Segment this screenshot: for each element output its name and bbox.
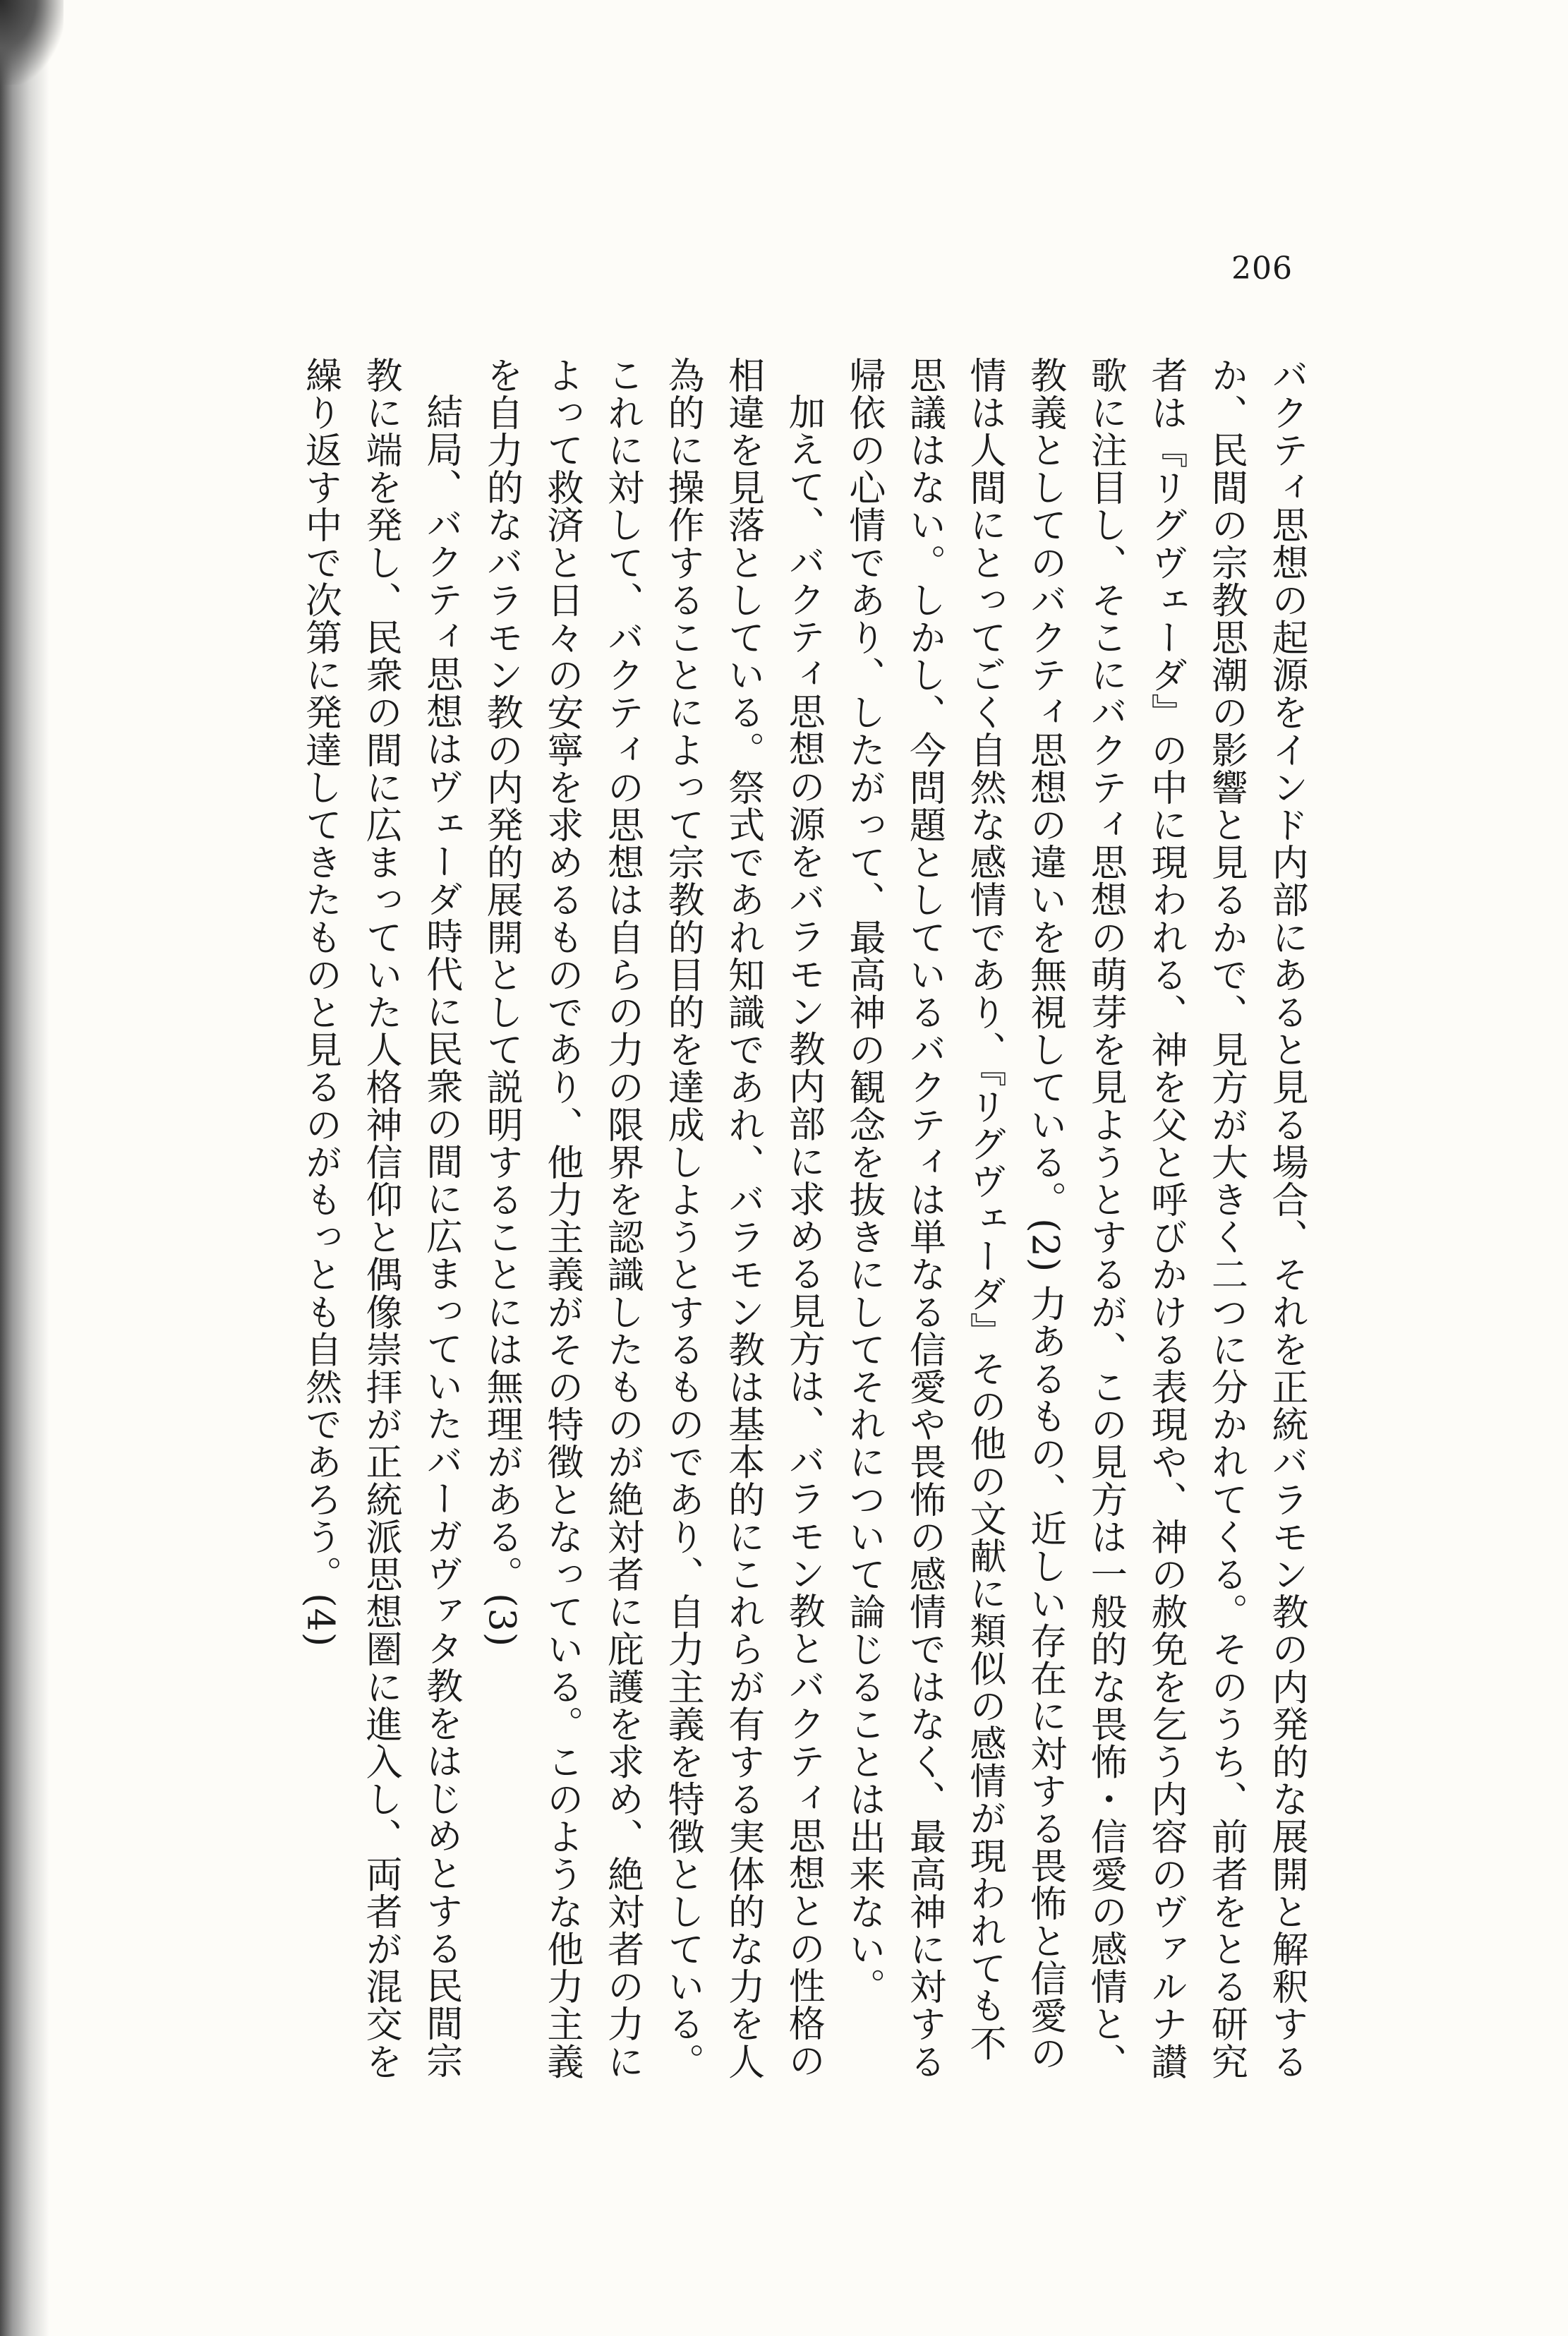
paragraph-1: バクティ思想の起源をインド内部にあると見る場合、それを正統バラモン教の内発的な展開と解釈するか、民間の宗教思潮の影響と見るかで、見方が大きく二つに分かれてくる。そのうち、前者をとる研究者は『リグヴェーダ』の中に現われる、神を父と呼びかける表現や、神の赦免を乞う内容のヴァルナ讃歌に注目し、そこにバクティ思想の萌芽を見ようとするが、この見方は一般的な畏怖・信愛の感情と、教義としてのバクティ思想の違いを無視している。(2) 力あるもの、近しい存在に対する畏怖と信愛の情は人間にとってごく自然な感情であり、『リグヴェーダ』その他の文献に類似の感情が現われても不思議はない。しかし、今問題としているバクティは単なる信愛や畏怖の感情ではなく、最高神に対する帰依の心情であり、したがって、最高神の観念を抜きにしてそれについて論じることは出来ない。: [842, 356, 1308, 2081]
paragraph-3: 結局、バクティ思想はヴェーダ時代に民衆の間に広まっていたバーガヴァタ教をはじめとする民間宗教に端を発し、民衆の間に広まっていた人格神信仰と偶像崇拝が正統派思想圏に進入し、両者が混交を繰り返す中で次第に発達してきたものと見るのがもっとも自然であろう。(4): [298, 356, 462, 2081]
body-text: [205, 356, 1316, 2093]
page-corner-shadow: [0, 0, 64, 85]
page-number: 206: [1231, 251, 1293, 287]
paragraph-2: 加えて、バクティ思想の源をバラモン教内部に求める見方は、バラモン教とバクティ思想との性格の相違を見落としている。祭式であれ知識であれ、バラモン教は基本的にこれらが有する実体的な力を人為的に操作することによって宗教的目的を達成しようとするものであり、自力主義を特徴としている。これに対して、バクティの思想は自らの力の限界を認識したものが絶対者に庇護を求め、絶対者の力によって救済と日々の安寧を求めるものであり、他力主義がその特徴となっている。このような他力主義を自力的なバラモン教の内発的展開として説明することには無理がある。(3): [480, 356, 825, 2081]
page-spine-shadow: [0, 0, 49, 2336]
